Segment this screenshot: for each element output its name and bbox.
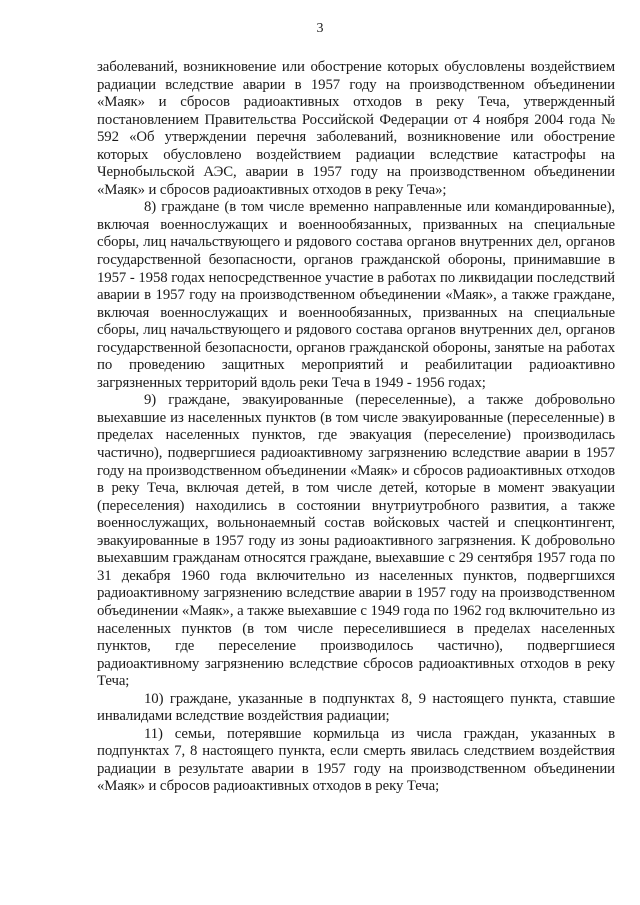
paragraph-item-10: 10) граждане, указанные в подпунктах 8, 9 настоящего пункта, ставшие инвалидами вследствие воздействия радиации;: [97, 690, 615, 725]
page-number: 3: [316, 21, 324, 36]
paragraph-item-9: 9) граждане, эвакуированные (переселенные), а также добровольно выехавшие из населенных пунктов (в том числе эвакуированные (переселенные) в пределах населенных пунктов, где эвакуация (переселение) производилась частично), подвергшиеся радиоактивному загрязнению вследствие аварии в 1957 году на производственном объединении «Маяк» и сбросов радиоактивных отходов в реку Теча, включая детей, в том числе детей, которые в момент эвакуации (переселения) находились в состоянии внутриутробного развития, а также военнослужащих, вольнонаемный состав войсковых частей и спецконтингент, эвакуированные в 1957 году из зоны радиоактивного загрязнения. К добровольно выехавшим гражданам относятся граждане, выехавшие с 29 сентября 1957 года по 31 декабря 1960 года включительно из населенных пунктов, подвергшихся радиоактивному загрязнению вследствие аварии в 1957 году на производственном объединении «Маяк», а также выехавшие с 1949 года по 1962 год включительно из населенных пунктов (в том числе переселившиеся в пределах населенных пунктов, где переселение производилось частично), подвергшиеся радиоактивному загрязнению вследствие сбросов радиоактивных отходов в реку Теча;: [97, 392, 615, 690]
paragraph-item-11: 11) семьи, потерявшие кормильца из числа граждан, указанных в подпунктах 7, 8 настоящего пункта, если смерть явилась следствием воздействия радиации в результате аварии в 1957 году на производственном объединении «Маяк» и сбросов радиоактивных отходов в реку Теча;: [97, 725, 615, 795]
paragraph-item-8: 8) граждане (в том числе временно направленные или командированные), включая военнослужащих и военнообязанных, призванных на специальные сборы, лиц начальствующего и рядового состава органов внутренних дел, органов государственной безопасности, органов гражданской обороны, принимавшие в 1957 - 1958 годах непосредственное участие в работах по ликвидации последствий аварии в 1957 году на производственном объединении «Маяк», а также граждане, включая военнослужащих и военнообязанных, призванных на специальные сборы, лиц начальствующего и рядового состава органов внутренних дел, органов государственной безопасности, органов гражданской обороны, занятые на работах по проведению защитных мероприятий и реабилитации радиоактивно загрязненных территорий вдоль реки Теча в 1949 - 1956 годах;: [97, 199, 615, 391]
document-body: [97, 59, 615, 796]
paragraph-continuation: заболеваний, возникновение или обострение которых обусловлены воздействием радиации вследствие аварии в 1957 году на производственном объединении «Маяк» и сбросов радиоактивных отходов в реку Теча, утвержденный постановлением Правительства Российской Федерации от 4 ноября 2004 года № 592 «Об утверждении перечня заболеваний, возникновение или обострение которых обусловлено воздействием радиации вследствие катастрофы на Чернобыльской АЭС, аварии в 1957 году на производственном объединении «Маяк» и сбросов радиоактивных отходов в реку Теча»;: [97, 59, 615, 198]
